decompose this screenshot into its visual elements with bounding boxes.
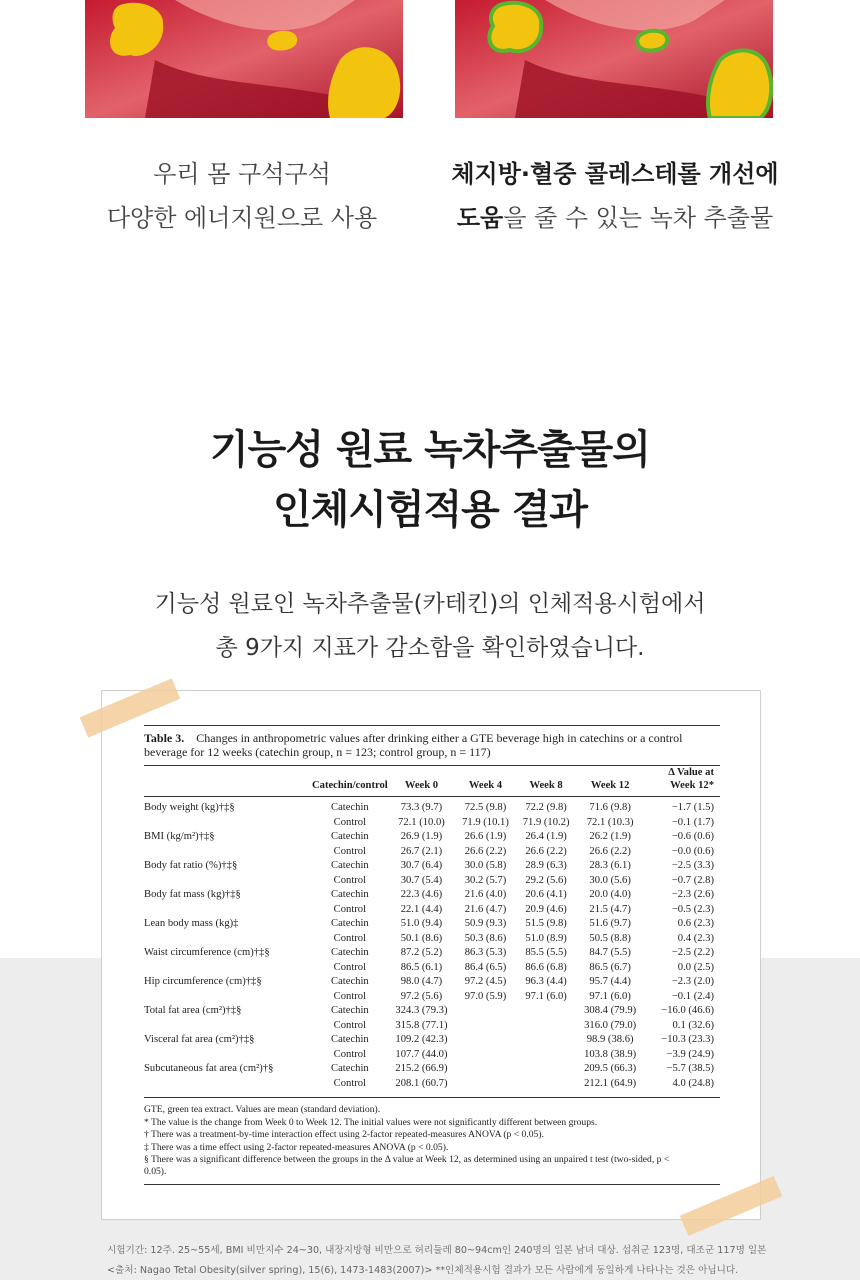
row-label: BMI (kg/m²)†‡§ <box>144 831 215 842</box>
table-cell: −1.7 (1.5) <box>671 802 714 813</box>
table-row <box>144 830 720 845</box>
caption-left-line2: 다양한 에너지원으로 사용 <box>106 204 378 232</box>
table-cell: 95.7 (4.4) <box>589 976 631 987</box>
table-note: * The value is the change from Week 0 to Week 12. The initial values were not significantly different between groups. <box>144 1117 598 1129</box>
table-header-row <box>144 779 720 797</box>
table-cell: −16.0 (46.6) <box>661 1005 714 1016</box>
group-label: Catechin <box>331 802 369 813</box>
table-cell <box>516 1033 577 1048</box>
table-cell: 96.3 (4.4) <box>525 976 567 987</box>
table-cell: 97.0 (5.9) <box>464 990 507 1002</box>
table-note: † There was a treatment-by-time interaction effect using 2-factor repeated-measures ANOVA (p < 0.05). <box>144 1129 544 1141</box>
table-cell: −5.7 (38.5) <box>666 1063 714 1074</box>
table-cell: 50.1 (8.6) <box>400 932 443 944</box>
caption-right-line2-bold: 도움 <box>456 204 504 232</box>
caption-left <box>42 152 442 240</box>
table-cell <box>455 1048 516 1063</box>
table-cell: 50.9 (9.3) <box>464 918 507 929</box>
table-cell: 21.5 (4.7) <box>589 903 631 915</box>
group-label: Catechin <box>331 918 369 929</box>
caption-right <box>415 152 815 240</box>
table-cell: 315.8 (77.1) <box>395 1019 448 1031</box>
table-cell: 29.2 (5.6) <box>525 874 567 886</box>
table-title <box>144 726 720 765</box>
table-cell: 51.5 (9.8) <box>525 918 567 929</box>
caption-left-line1: 우리 몸 구석구석 <box>153 160 331 188</box>
column-header: Week 0 <box>404 780 439 791</box>
table-cell: 4.0 (24.8) <box>672 1077 714 1089</box>
section-subheading <box>0 582 860 670</box>
table-cell: 84.7 (5.5) <box>589 947 631 958</box>
footnote <box>107 1241 847 1281</box>
table-row <box>144 801 720 816</box>
table-cell: 86.6 (6.8) <box>525 961 567 973</box>
table-cell: 50.5 (8.8) <box>589 932 631 944</box>
table-cell: 26.6 (2.2) <box>589 845 631 857</box>
table-cell: 21.6 (4.0) <box>464 889 507 900</box>
subheading-line2: 총 9가지 지표가 감소함을 확인하였습니다. <box>215 635 645 661</box>
group-label: Control <box>333 1077 367 1089</box>
column-header: Week 8 <box>529 780 563 791</box>
row-label: Subcutaneous fat area (cm²)†§ <box>144 1063 274 1074</box>
footnote-line2: <출처: Nagao Tetal Obesity(silver spring), 15(6), 1473-1483(2007)> **인체적용시험 결과가 모든 사람에게 동일하게 나타나는 것은 아닙니다. <box>107 1265 739 1276</box>
table-cell <box>455 1062 516 1077</box>
table-cell: 30.7 (6.4) <box>400 860 443 871</box>
table-cell: 22.3 (4.6) <box>400 889 443 900</box>
table-cell <box>516 1048 577 1063</box>
group-label: Control <box>333 874 367 886</box>
table-cell: 0.6 (2.3) <box>677 918 714 929</box>
group-label: Control <box>333 903 367 915</box>
table-row <box>144 990 720 1005</box>
table-cell: 20.0 (4.0) <box>589 889 631 900</box>
caption-right-line2-rest: 을 줄 수 있는 녹차 추출물 <box>503 204 774 232</box>
table-cell <box>455 1019 516 1034</box>
column-header: Catechin/control <box>312 780 388 791</box>
table-cell: −0.6 (0.6) <box>671 831 714 842</box>
table-cell: −10.3 (23.3) <box>661 1034 714 1045</box>
row-label: Lean body mass (kg)‡ <box>144 918 239 929</box>
subheading-line1: 기능성 원료인 녹차추출물(카테킨)의 인체적용시험에서 <box>154 591 706 617</box>
group-label: Control <box>333 1048 367 1060</box>
table-cell: 28.3 (6.1) <box>589 860 631 871</box>
row-label: Total fat area (cm²)†‡§ <box>144 1005 242 1016</box>
table-cell <box>455 1004 516 1019</box>
table-cell: 30.0 (5.8) <box>464 860 507 871</box>
table-cell: 72.5 (9.8) <box>464 802 507 813</box>
group-label: Control <box>333 932 367 944</box>
microscopy-image-left <box>85 0 403 118</box>
table-cell: 71.6 (9.8) <box>589 802 631 813</box>
table-note: § There was a significant difference between the groups in the Δ value at Week 12, as determined using an unpaired t test (two-sided, p < <box>144 1153 670 1165</box>
table-cell: 72.1 (10.3) <box>586 816 634 828</box>
table-cell: −0.5 (2.3) <box>671 903 714 915</box>
table-cell <box>516 1062 577 1077</box>
table-cell: −2.3 (2.0) <box>671 976 714 987</box>
table-cell: 30.2 (5.7) <box>464 874 507 886</box>
table-cell: 26.6 (1.9) <box>464 831 507 842</box>
table-cell <box>516 1004 577 1019</box>
table-note: 0.05). <box>144 1166 167 1178</box>
table-cell: 308.4 (79.9) <box>584 1005 637 1016</box>
table-note: ‡ There was a time effect using 2-factor repeated-measures ANOVA (p < 0.05). <box>144 1141 449 1153</box>
row-label: Hip circumference (cm)†‡§ <box>144 976 262 987</box>
table-row <box>144 932 720 947</box>
table-cell: 86.5 (6.1) <box>400 961 443 973</box>
table-row <box>144 946 720 961</box>
table-cell: 0.1 (32.6) <box>672 1019 714 1031</box>
table-title-line2: beverage for 12 weeks (catechin group, n = 123; control group, n = 117) <box>144 745 491 759</box>
table-cell: 26.7 (2.1) <box>400 845 443 857</box>
table-cell: 22.1 (4.4) <box>400 903 443 915</box>
table-cell: 97.2 (5.6) <box>400 990 443 1002</box>
table-cell: 103.8 (38.9) <box>584 1048 637 1060</box>
table-body <box>144 801 720 1091</box>
column-header: Week 12* <box>670 780 714 791</box>
table-row <box>144 859 720 874</box>
table-cell: 26.4 (1.9) <box>525 831 567 842</box>
table-cell: 72.1 (10.0) <box>398 816 445 828</box>
group-label: Catechin <box>331 860 369 871</box>
table-cell: −0.1 (1.7) <box>671 816 714 828</box>
study-table-card <box>101 690 761 1220</box>
table-row <box>144 888 720 903</box>
table-cell: −3.9 (24.9) <box>666 1048 714 1060</box>
table-cell: 212.1 (64.9) <box>584 1077 637 1089</box>
row-label: Body weight (kg)†‡§ <box>144 802 235 813</box>
table-row <box>144 874 720 889</box>
table-cell: 107.7 (44.0) <box>395 1048 448 1060</box>
group-label: Catechin <box>331 1063 369 1074</box>
section-heading <box>0 420 860 540</box>
table-row <box>144 1004 720 1019</box>
table-cell: 85.5 (5.5) <box>525 947 567 958</box>
caption-right-line1: 체지방·혈중 콜레스테롤 개선에 <box>451 160 779 188</box>
table-label: Table 3. <box>144 731 185 745</box>
table-cell: 26.2 (1.9) <box>589 831 631 842</box>
table-cell: −2.3 (2.6) <box>671 889 714 900</box>
table-cell: 209.5 (66.3) <box>584 1063 637 1074</box>
table-cell: 30.0 (5.6) <box>589 874 631 886</box>
table-cell: 86.4 (6.5) <box>464 961 507 973</box>
group-label: Control <box>333 845 367 857</box>
table-cell: 98.0 (4.7) <box>400 976 443 987</box>
table-cell: 98.9 (38.6) <box>586 1034 634 1045</box>
group-label: Control <box>333 816 367 828</box>
row-label: Visceral fat area (cm²)†‡§ <box>144 1034 255 1045</box>
table-cell: 109.2 (42.3) <box>395 1034 448 1045</box>
table-row <box>144 1033 720 1048</box>
table-cell: 28.9 (6.3) <box>525 860 567 871</box>
row-label: Waist circumference (cm)†‡§ <box>144 947 270 958</box>
footnote-line1: 시험기간: 12주. 25~55세, BMI 비만지수 24~30, 내장지방형 비만으로 허리둘레 80~94cm인 240명의 일본 남녀 대상. 섭취군 123명, 대조군 117명 일본 <box>107 1245 767 1256</box>
row-label: Body fat ratio (%)†‡§ <box>144 860 238 871</box>
group-label: Catechin <box>331 1034 369 1045</box>
column-header: Week 4 <box>468 780 503 791</box>
table-row <box>144 1077 720 1092</box>
group-label: Control <box>333 1019 367 1031</box>
table-cell: 324.3 (79.3) <box>395 1005 448 1016</box>
table-row <box>144 1062 720 1077</box>
delta-header: Δ Value at <box>668 767 714 778</box>
table-cell: −2.5 (3.3) <box>671 860 714 871</box>
heading-line2: 인체시험적용 결과 <box>272 487 588 533</box>
table-cell: 20.6 (4.1) <box>525 889 567 900</box>
table-cell <box>516 1019 577 1034</box>
table-title-line1: Changes in anthropometric values after drinking either a GTE beverage high in catechins or a control <box>196 731 683 745</box>
table-row <box>144 903 720 918</box>
table-cell: 71.9 (10.1) <box>462 816 509 828</box>
group-label: Catechin <box>331 831 369 842</box>
table-cell: 26.6 (2.2) <box>464 845 507 857</box>
group-label: Catechin <box>331 1005 369 1016</box>
table-cell: 72.2 (9.8) <box>525 802 567 813</box>
table-cell: 208.1 (60.7) <box>395 1077 448 1089</box>
table-cell: 30.7 (5.4) <box>400 874 443 886</box>
table-cell: 26.9 (1.9) <box>400 831 443 842</box>
table-row <box>144 961 720 976</box>
heading-line1: 기능성 원료 녹차추출물의 <box>210 427 650 473</box>
table-cell <box>455 1077 516 1092</box>
table-cell: 73.3 (9.7) <box>400 802 443 813</box>
study-table <box>144 725 720 1185</box>
data-table <box>144 766 720 1091</box>
table-cell: 86.5 (6.7) <box>589 961 631 973</box>
table-cell: 97.1 (6.0) <box>589 990 631 1002</box>
table-row <box>144 845 720 860</box>
table-cell: 51.0 (9.4) <box>400 918 443 929</box>
table-cell: 21.6 (4.7) <box>464 903 507 915</box>
table-row <box>144 917 720 932</box>
table-cell: −0.7 (2.8) <box>671 874 714 886</box>
table-row <box>144 1019 720 1034</box>
group-label: Catechin <box>331 976 369 987</box>
table-cell <box>516 1077 577 1092</box>
group-label: Catechin <box>331 947 369 958</box>
row-label: Body fat mass (kg)†‡§ <box>144 889 241 900</box>
column-header <box>144 779 312 797</box>
table-cell: 97.1 (6.0) <box>525 990 567 1002</box>
microscopy-image-right <box>455 0 773 118</box>
table-row <box>144 816 720 831</box>
table-cell: −2.5 (2.2) <box>671 947 714 958</box>
table-row <box>144 1048 720 1063</box>
table-cell: −0.1 (2.4) <box>671 990 714 1002</box>
table-cell: 0.4 (2.3) <box>677 932 714 944</box>
table-cell: −0.0 (0.6) <box>671 845 714 857</box>
table-cell: 26.6 (2.2) <box>525 845 567 857</box>
table-cell: 51.0 (8.9) <box>525 932 567 944</box>
table-note: GTE, green tea extract. Values are mean (standard deviation). <box>144 1104 381 1115</box>
table-cell: 51.6 (9.7) <box>589 918 631 929</box>
table-notes <box>144 1098 720 1178</box>
group-label: Control <box>333 961 367 973</box>
group-label: Catechin <box>331 889 369 900</box>
column-header: Week 12 <box>590 780 630 791</box>
table-cell: 86.3 (5.3) <box>464 947 507 958</box>
table-cell: 316.0 (79.0) <box>584 1019 637 1031</box>
table-cell <box>455 1033 516 1048</box>
table-cell: 71.9 (10.2) <box>522 816 570 828</box>
table-cell: 87.2 (5.2) <box>400 947 443 958</box>
table-cell: 97.2 (4.5) <box>464 976 507 987</box>
table-cell: 50.3 (8.6) <box>464 932 507 944</box>
table-row <box>144 975 720 990</box>
table-cell: 215.2 (66.9) <box>395 1063 448 1074</box>
group-label: Control <box>333 990 367 1002</box>
table-cell: 0.0 (2.5) <box>677 961 714 973</box>
table-cell: 20.9 (4.6) <box>525 903 567 915</box>
